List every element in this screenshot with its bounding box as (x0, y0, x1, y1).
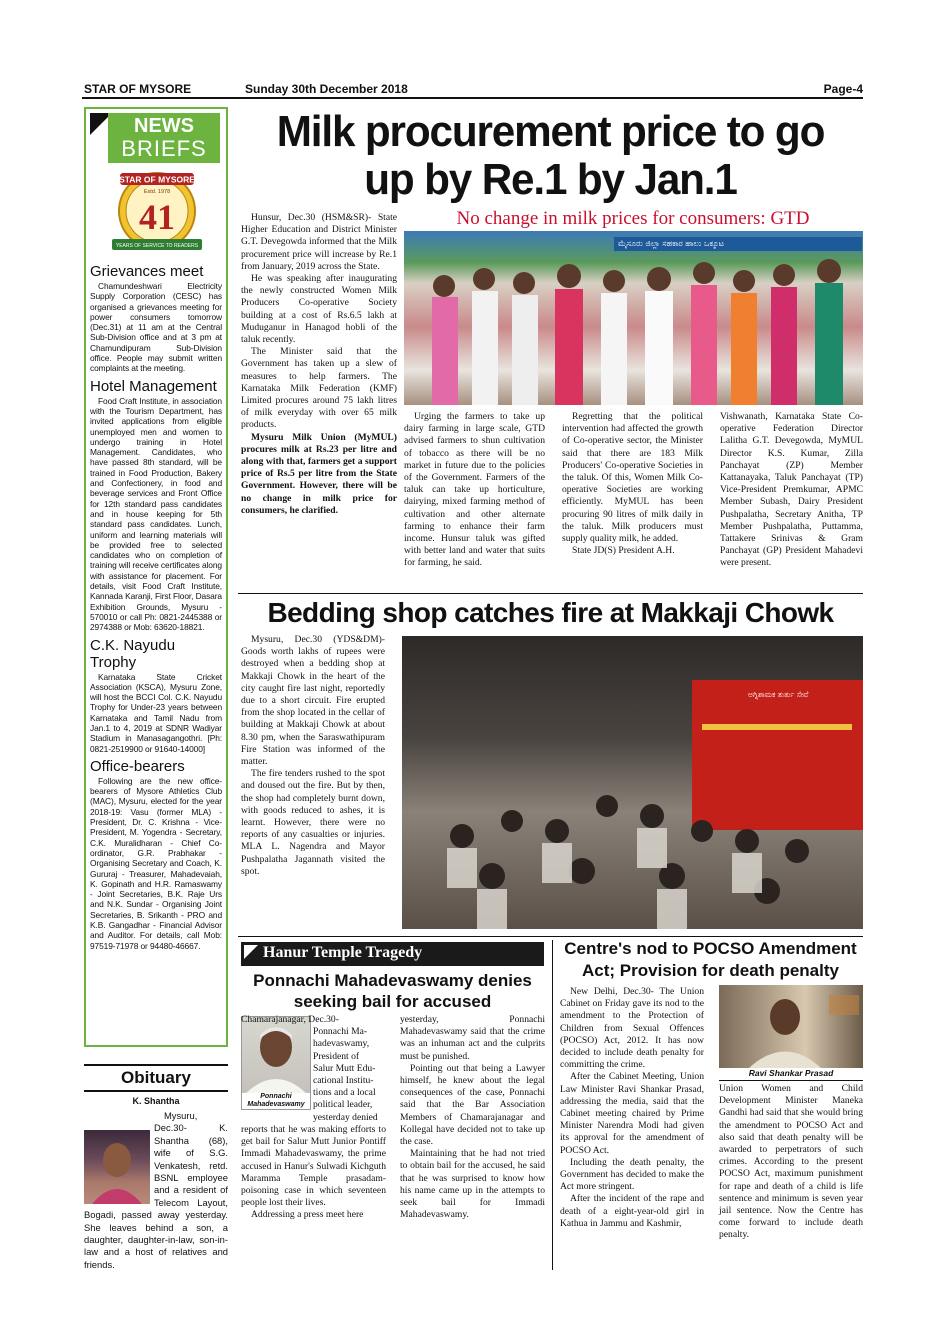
hanur-column-2 (400, 1014, 545, 1221)
lead-paragraph: He was speaking after inaugurating the newly constructed Women Milk Producers Co-operative Society building at a cost of Rs.6.5 lakh at Muduganur in Hanagod hobli of the taluk recently. (241, 273, 397, 346)
hanur-paragraph: yesterday, Ponnachi Mahadevaswamy said that the crime was an inhuman act and the culprits must be punished. (400, 1014, 545, 1062)
logo-briefs: BRIEFS (121, 136, 207, 161)
pocso-column-1 (560, 986, 704, 1230)
obituary-text (84, 1110, 228, 1271)
brief-title: C.K. Nayudu Trophy (90, 636, 176, 671)
column-divider (552, 940, 553, 1270)
hanur-headline-line2: seeking bail for accused (293, 992, 492, 1011)
hanur-col1-beside: Chamarajanagar, Dec.30- Ponnachi Ma- hadevaswamy, President of Salur Mutt Edu- cational Institu- tions and a local political leader, yesterday denied (241, 1014, 378, 1123)
hanur-paragraph: reports that he was making efforts to get bail for Salur Mutt Junior Pontiff Immadi Mahadevaswamy, the prime accused in Hanur's Sulwadi Kichguth Maramma Temple prasadam-poisoning case in which seventeen people lost their lives. (241, 1124, 386, 1209)
pocso-column-2 (719, 1083, 863, 1242)
news-briefs-box (84, 107, 228, 1047)
brief-title: Office-bearers (90, 757, 185, 775)
brief-ck-nayudu (90, 637, 222, 754)
brief-grievances (90, 263, 222, 374)
hanur-headline-line1: Ponnachi Mahadevaswamy denies (253, 971, 532, 990)
anniversary-emblem (102, 167, 212, 261)
pocso-photo (719, 985, 863, 1068)
lead-headline-line1: Milk procurement price to go (276, 107, 825, 156)
fire-column (241, 634, 385, 878)
pocso-headline-line2: Act; Provision for death penalty (582, 961, 839, 980)
emblem-ribbon: YEARS OF SERVICE TO READERS (115, 243, 199, 249)
lead-headline (251, 108, 851, 204)
fire-headline: Bedding shop catches fire at Makkaji Chowk (267, 597, 834, 628)
crowd-illustration (402, 636, 863, 929)
emblem-name: STAR OF MYSORE (119, 174, 195, 185)
issue-date: Sunday 30th December 2018 (245, 82, 408, 96)
paper-name: STAR OF MYSORE (84, 82, 192, 96)
lead-photo-banner: ಮೈಸೂರು ಜಿಲ್ಲಾ ಸಹಕಾರ ಹಾಲು ಒಕ್ಕೂಟ (614, 237, 862, 251)
news-briefs-logo (108, 113, 220, 163)
hanur-photo-caption: Ponnachi Mahadevaswamy (242, 1093, 310, 1109)
lead-paragraph: Vishwanath, Karnataka State Co-operative Federation Director Lalitha G.T. Devegowda, MyMUL Director K.S. Kumar, Zilla Panchayat (ZP) Member Kattanayaka, Taluk Panchayat (TP) Vice-President Premkumar, APMC Member Subash, Dairy President Pushpalatha, Secretary Anitha, TP Member Pushpalatha, Puttamma, Tattakere Srinivas & Gram Panchayat (GP) President Mahadevi were present. (720, 411, 863, 569)
lead-paragraph: Urging the farmers to take up dairy farming in large scale, GTD advised farmers to shun cultivation of tobacco as there will be no market in future due to the policies of the Government. Farmers of the taluk can take up horticulture, dairying, mixed farming method of cultivation and other alternate farming to enhance their farm income. Hunsur taluk was gifted with better land and water that suits for farming, he said. (404, 411, 545, 569)
pocso-headline-line1: Centre's nod to POCSO Amendment (564, 939, 857, 958)
fire-paragraph: Mysuru, Dec.30 (YDS&DM)- Goods worth lakhs of rupees were destroyed when a bedding shop at Makkaji Chowk in the heart of the city caught fire last night, reportedly due to a short circuit. Fire erupted from the shop located in the cellar of building at Makkaji Chowk at about 8.30 pm, when the Saraswathipuram Fire Station was informed of the matter. (241, 634, 385, 768)
lead-paragraph: State JD(S) President A.H. (572, 545, 675, 557)
kicker-triangle-icon (244, 945, 258, 959)
brief-text: Karnataka State Cricket Association (KSCA), Mysuru Zone, will host the BCCI Col. C.K. Nayudu Trophy for Under-23 years between Karnataka and Tamil Nadu from Jan.1 to 4, 2019 at SDNR Wadiyar Stadium in Manasagangothri. [Ph: 0821-2519900 or 91640-14000] (90, 671, 222, 754)
lead-paragraph: Hunsur, Dec.30 (HSM&SR)- State Higher Education and District Minister G.T. Devegowda informed that the Milk procurement price will increase by Re.1 from January, 2019 across the State. (241, 212, 397, 272)
hanur-kicker-text: Hanur Temple Tragedy (263, 944, 423, 961)
brief-hotel-management (90, 378, 222, 633)
lead-paragraph: The Minister said that the Government has taken up a slew of measures to help farmers. The Karnataka Milk Federation (KMF) Limited procures around 75 lakh litres of milk everyday with over 65 milk products. (241, 346, 397, 431)
lead-headline-line2: up by Re.1 by Jan.1 (364, 155, 737, 204)
obituary-name: K. Shantha (132, 1096, 180, 1106)
hanur-column-1 (241, 1124, 386, 1222)
pocso-photo-caption: Ravi Shankar Prasad (719, 1068, 863, 1081)
hanur-photo (241, 1016, 311, 1110)
fire-bottom-rule (238, 936, 863, 937)
pocso-paragraph: After the incident of the rape and death of a eight-year-old girl in Kathua in Jammu and Kashmir, (560, 1193, 704, 1229)
logo-news: NEWS (134, 115, 194, 137)
obituary-top-rule (84, 1064, 228, 1066)
portrait-icon (719, 985, 863, 1068)
brief-text: Following are the new office-bearers of Mysore Athletics Club (MAC), Mysuru, elected for the year 2018-19: Vasu (former MLA) - President, Dr. C. Krishna - Vice-President, M. Yogendra - Secretary, C.K. Muralidharan - Chief Co-ordinator, G.R. Prabhakar - Organising Secretary and Coach, K. Gururaj - Treasurer, Mahadevaiah, K. Gopinath and H.R. Ramaswamy - Joint Secretaries, B.K. Raje Urs and N.K. Sundar - Organising Joint Secretaries, B. Srikanth - PRO and K.B. Gangadhar - Financial Advisor and Auditor. For details, call Mob: 97519-71978 or 94480-46667. (90, 775, 222, 951)
fire-truck-text: ಅಗ್ನಿಶಾಮಕ ತುರ್ತು ಸೇವೆ (748, 690, 809, 699)
pocso-headline (556, 938, 865, 982)
briefs-list (90, 261, 222, 951)
obituary-heading: Obituary (121, 1068, 191, 1087)
hanur-paragraph: Maintaining that he had not tried to obtain bail for the accused, he said that he was surprised to know how his name came up in the attempts to seek bail for Immadi Mahadevaswamy. (400, 1148, 545, 1221)
pocso-paragraph: Including the death penalty, the Government has decided to make the Act more stringent. (560, 1156, 704, 1193)
pocso-paragraph: Union Women and Child Development Minister Maneka Gandhi had said that she would bring the amendment to POCSO Act and also said that death penalty will be awarded to perpetrators of such crimes. According to the present POCSO Act, maximum punishment for rape and death of a child is life sentence and minimum is seven year jail sentence. Now the Centre has come forward to include death penalty. (719, 1083, 863, 1241)
lead-paragraph-bold: Mysuru Milk Union (MyMUL) procures milk at Rs.23 per litre and along with that, farmers get a support price of Rs.5 per litre from the State Government. However, there will be no change in milk price for consumers, he clarified. (241, 431, 397, 516)
emblem-number: 41 (139, 197, 175, 237)
fire-photo (402, 636, 863, 929)
lead-column-2 (404, 411, 545, 570)
lead-column-3 (562, 411, 703, 557)
hanur-paragraph: Pointing out that being a Lawyer himself, he knew about the legal consequences of the case, Ponnachi said that the Bar Association Members of Chamarajanagar and Kollegal have decided not to take up the case. (400, 1062, 545, 1148)
masthead-rule (82, 97, 863, 99)
brief-text: Food Craft Institute, in association with the Tourism Department, has invited applications from eligible unemployed men and women to undergo training in Hotel Management. Candidates, who have passed 8th standard, will be trained in Food Production, Bakery and Confectionery, in food and beverage services and Front Office for 12th standard pass candidates and in house keeping for 5th standard pass candidates. Lunch, uniform and learning materials will be provided free to selected candidates who on completion of training will receive certificates along with assistance for placement. For details, visit Food Craft Institute, Kannada Karanji, First Floor, Dasara Exhibition Grounds, Mysuru - 570010 or call Ph: 0821-2445388 or 2974388 or Mob: 63620-18821. (90, 395, 222, 633)
brief-title: Grievances meet (90, 263, 204, 280)
page-number: Page-4 (823, 82, 863, 96)
lead-column-4 (720, 411, 863, 570)
brief-text: Chamundeshwari Electricity Supply Corporation (CESC) has organised a grievances meeting for power consumers tomorrow (Dec.31) at 11 am at the Central Sub-Division office and at 3 pm at Chamundipuram Sub-Division office. People may submit written complaints at the meeting. (90, 281, 222, 374)
pocso-paragraph: New Delhi, Dec.30- The Union Cabinet on Friday gave its nod to the amendment to the Protection of Children from Sexual Offences (POCSO) Act, 2012. It has now decided to include death penalty for committing the crime. (560, 986, 704, 1071)
pocso-paragraph: After the Cabinet Meeting, Union Law Minister Ravi Shankar Prasad, addressing the media, said that the Cabinet meeting chaired by Prime Minister Narendra Modi had given its approval for the amendment of POCSO Act. (560, 1071, 704, 1156)
hanur-headline (241, 970, 544, 1012)
obituary-heading-rule (84, 1090, 228, 1092)
emblem-estd: Estd. 1978 (143, 189, 171, 195)
lead-subhead: No change in milk prices for consumers: GTD (456, 208, 810, 229)
brief-office-bearers (90, 758, 222, 951)
fire-paragraph: The fire tenders rushed to the spot and doused out the fire. But by then, the shop had completely burnt down, with goods reduced to ashes, it is learnt. However, there were no reports of any casualties or injuries. MLA L. Nagendra and Mayor Pushpalatha Jagannath visited the spot. (241, 768, 385, 877)
hanur-paragraph: Addressing a press meet here (251, 1209, 364, 1221)
portrait-icon (242, 1017, 310, 1093)
lead-photo (404, 231, 863, 405)
hanur-kicker (241, 942, 544, 966)
lead-column-1 (241, 212, 397, 517)
lead-paragraph: Regretting that the political intervention had affected the growth of Co-operative sector, the Minister said that there are 183 Milk Producers' Co-operative Societies in the taluk. Of this, Women Milk Co-operative Societies are working efficiently. MyMUL has been procuring 90 litres of milk daily in the taluk. Milk producers must supply quality milk, he added. (562, 411, 703, 545)
crowd-illustration (404, 231, 863, 405)
obituary-body: Mysuru, Dec.30- K. Shantha (68), wife of S.G. Venkatesh, retd. BSNL employee and a resident of Telecom Layout, Bogadi, passed away yesterday. She leaves behind a son, a daughter, daughter-in-law, son-in-law and a host of relatives and friends. (84, 1110, 228, 1270)
brief-title: Hotel Management (90, 377, 217, 395)
